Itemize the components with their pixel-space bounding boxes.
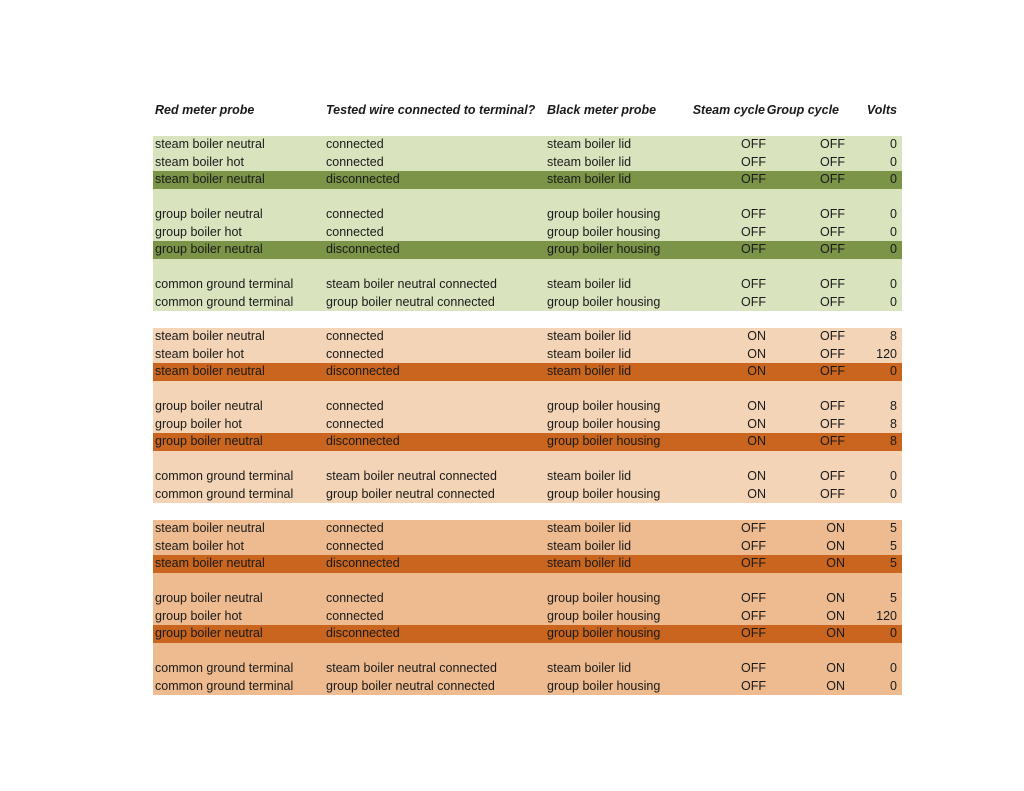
black-probe-cell: group boiler housing: [547, 294, 661, 309]
table-row: [153, 136, 902, 154]
volts-cell: 0: [890, 486, 897, 501]
tested-wire-cell: connected: [326, 608, 384, 623]
black-probe-cell: steam boiler lid: [547, 346, 632, 361]
black-probe-cell: group boiler housing: [547, 416, 661, 431]
group-cycle-cell: OFF: [820, 277, 845, 291]
volts-cell: 0: [890, 277, 897, 291]
group-cycle-cell: OFF: [820, 346, 845, 361]
black-probe-cell: steam boiler lid: [547, 556, 632, 570]
table-row-highlighted: [153, 171, 902, 189]
red-probe-cell: common ground terminal: [155, 294, 294, 309]
black-probe-cell: group boiler housing: [547, 591, 661, 605]
tested-wire-cell: disconnected: [326, 364, 400, 378]
red-probe-cell: group boiler neutral: [155, 626, 263, 640]
table-row: [153, 206, 902, 224]
red-probe-cell: group boiler hot: [155, 224, 242, 239]
header-black-meter-probe: Black meter probe: [547, 103, 657, 117]
steam-cycle-cell: OFF: [741, 242, 766, 256]
group-cycle-cell: OFF: [820, 294, 845, 309]
red-probe-cell: steam boiler hot: [155, 538, 244, 553]
volts-cell: 120: [876, 608, 897, 623]
volts-cell: 0: [890, 626, 897, 640]
table-section: [153, 136, 902, 311]
tested-wire-cell: disconnected: [326, 242, 400, 256]
red-probe-cell: common ground terminal: [155, 277, 294, 291]
group-spacer: [153, 573, 902, 591]
table-row: [153, 154, 902, 172]
steam-cycle-cell: OFF: [741, 538, 766, 553]
table-row: [153, 416, 902, 434]
red-probe-cell: steam boiler neutral: [155, 329, 265, 343]
black-probe-cell: group boiler housing: [547, 626, 661, 640]
black-probe-cell: steam boiler lid: [547, 172, 632, 186]
group-cycle-cell: OFF: [820, 416, 845, 431]
volts-cell: 0: [890, 294, 897, 309]
steam-cycle-cell: OFF: [741, 224, 766, 239]
volts-cell: 120: [876, 346, 897, 361]
steam-cycle-cell: ON: [747, 346, 766, 361]
group-cycle-cell: OFF: [820, 242, 845, 256]
steam-cycle-cell: ON: [747, 399, 766, 413]
volts-cell: 0: [890, 137, 897, 151]
volts-cell: 5: [890, 556, 897, 570]
group-cycle-cell: ON: [826, 608, 845, 623]
volts-cell: 5: [890, 591, 897, 605]
table-row: [153, 608, 902, 626]
group-cycle-cell: ON: [826, 678, 845, 693]
volts-cell: 0: [890, 364, 897, 378]
tested-wire-cell: group boiler neutral connected: [326, 294, 495, 309]
table-row-highlighted: [153, 625, 902, 643]
group-cycle-cell: ON: [826, 626, 845, 640]
red-probe-cell: group boiler neutral: [155, 434, 263, 448]
group-cycle-cell: ON: [826, 591, 845, 605]
red-probe-cell: group boiler neutral: [155, 207, 263, 221]
black-probe-cell: steam boiler lid: [547, 154, 632, 169]
tested-wire-cell: steam boiler neutral connected: [326, 277, 497, 291]
tested-wire-cell: disconnected: [326, 434, 400, 448]
steam-cycle-cell: OFF: [741, 154, 766, 169]
group-cycle-cell: ON: [826, 538, 845, 553]
red-probe-cell: steam boiler neutral: [155, 364, 265, 378]
tested-wire-cell: connected: [326, 329, 384, 343]
measurement-table: [153, 101, 902, 695]
table-section: [153, 328, 902, 503]
table-row: [153, 678, 902, 696]
tested-wire-cell: disconnected: [326, 626, 400, 640]
header-steam-cycle: Steam cycle: [692, 103, 765, 117]
steam-cycle-cell: ON: [747, 434, 766, 448]
group-cycle-cell: OFF: [820, 364, 845, 378]
volts-cell: 0: [890, 678, 897, 693]
red-probe-cell: common ground terminal: [155, 678, 294, 693]
volts-cell: 8: [890, 329, 897, 343]
steam-cycle-cell: OFF: [741, 591, 766, 605]
group-cycle-cell: OFF: [820, 154, 845, 169]
tested-wire-cell: connected: [326, 399, 384, 413]
black-probe-cell: steam boiler lid: [547, 364, 632, 378]
black-probe-cell: steam boiler lid: [547, 277, 632, 291]
black-probe-cell: group boiler housing: [547, 608, 661, 623]
steam-cycle-cell: OFF: [741, 626, 766, 640]
red-probe-cell: common ground terminal: [155, 661, 294, 675]
red-probe-cell: group boiler hot: [155, 608, 242, 623]
black-probe-cell: group boiler housing: [547, 399, 661, 413]
table-row: [153, 590, 902, 608]
table-row: [153, 276, 902, 294]
group-cycle-cell: OFF: [820, 329, 845, 343]
black-probe-cell: steam boiler lid: [547, 329, 632, 343]
tested-wire-cell: connected: [326, 591, 384, 605]
table-row: [153, 224, 902, 242]
group-spacer: [153, 381, 902, 399]
group-cycle-cell: OFF: [820, 137, 845, 151]
table-row: [153, 520, 902, 538]
group-spacer: [153, 189, 902, 207]
tested-wire-cell: connected: [326, 224, 384, 239]
tested-wire-cell: connected: [326, 207, 384, 221]
black-probe-cell: steam boiler lid: [547, 469, 632, 483]
table-row-highlighted: [153, 555, 902, 573]
red-probe-cell: steam boiler neutral: [155, 137, 265, 151]
group-cycle-cell: ON: [826, 661, 845, 675]
red-probe-cell: group boiler neutral: [155, 591, 263, 605]
tested-wire-cell: connected: [326, 346, 384, 361]
black-probe-cell: group boiler housing: [547, 242, 661, 256]
tested-wire-cell: connected: [326, 521, 384, 535]
group-cycle-cell: OFF: [820, 434, 845, 448]
black-probe-cell: group boiler housing: [547, 678, 661, 693]
table-row: [153, 328, 902, 346]
table-row: [153, 538, 902, 556]
table-body: [153, 136, 902, 695]
table-row: [153, 486, 902, 504]
volts-cell: 0: [890, 469, 897, 483]
table-row: [153, 398, 902, 416]
volts-cell: 0: [890, 207, 897, 221]
red-probe-cell: common ground terminal: [155, 469, 294, 483]
steam-cycle-cell: OFF: [741, 661, 766, 675]
black-probe-cell: steam boiler lid: [547, 137, 632, 151]
group-cycle-cell: ON: [826, 521, 845, 535]
tested-wire-cell: group boiler neutral connected: [326, 486, 495, 501]
red-probe-cell: group boiler neutral: [155, 242, 263, 256]
steam-cycle-cell: ON: [747, 416, 766, 431]
tested-wire-cell: connected: [326, 416, 384, 431]
table-row: [153, 660, 902, 678]
black-probe-cell: steam boiler lid: [547, 521, 632, 535]
steam-cycle-cell: OFF: [741, 207, 766, 221]
tested-wire-cell: group boiler neutral connected: [326, 678, 495, 693]
header-tested-wire: Tested wire connected to terminal?: [326, 103, 536, 117]
steam-cycle-cell: ON: [747, 469, 766, 483]
tested-wire-cell: connected: [326, 137, 384, 151]
table-header: [153, 101, 902, 119]
volts-cell: 8: [890, 416, 897, 431]
steam-cycle-cell: OFF: [741, 608, 766, 623]
black-probe-cell: steam boiler lid: [547, 661, 632, 675]
steam-cycle-cell: OFF: [741, 521, 766, 535]
table-row: [153, 468, 902, 486]
tested-wire-cell: connected: [326, 154, 384, 169]
group-cycle-cell: OFF: [820, 469, 845, 483]
volts-cell: 0: [890, 661, 897, 675]
black-probe-cell: group boiler housing: [547, 224, 661, 239]
group-cycle-cell: OFF: [820, 224, 845, 239]
steam-cycle-cell: OFF: [741, 277, 766, 291]
volts-cell: 5: [890, 538, 897, 553]
table-row-highlighted: [153, 241, 902, 259]
black-probe-cell: group boiler housing: [547, 434, 661, 448]
black-probe-cell: steam boiler lid: [547, 538, 632, 553]
volts-cell: 8: [890, 434, 897, 448]
steam-cycle-cell: ON: [747, 364, 766, 378]
group-spacer: [153, 451, 902, 469]
group-cycle-cell: OFF: [820, 172, 845, 186]
table-section: [153, 520, 902, 695]
tested-wire-cell: steam boiler neutral connected: [326, 469, 497, 483]
group-cycle-cell: OFF: [820, 399, 845, 413]
tested-wire-cell: disconnected: [326, 556, 400, 570]
group-cycle-cell: OFF: [820, 207, 845, 221]
group-spacer: [153, 259, 902, 277]
volts-cell: 0: [890, 224, 897, 239]
red-probe-cell: steam boiler neutral: [155, 521, 265, 535]
steam-cycle-cell: ON: [747, 486, 766, 501]
tested-wire-cell: steam boiler neutral connected: [326, 661, 497, 675]
table-row-highlighted: [153, 433, 902, 451]
red-probe-cell: group boiler hot: [155, 416, 242, 431]
steam-cycle-cell: OFF: [741, 137, 766, 151]
steam-cycle-cell: OFF: [741, 556, 766, 570]
red-probe-cell: common ground terminal: [155, 486, 294, 501]
volts-cell: 0: [890, 242, 897, 256]
red-probe-cell: group boiler neutral: [155, 399, 263, 413]
header-group-cycle: Group cycle: [766, 103, 839, 117]
volts-cell: 5: [890, 521, 897, 535]
table-row-highlighted: [153, 363, 902, 381]
red-probe-cell: steam boiler hot: [155, 154, 244, 169]
tested-wire-cell: disconnected: [326, 172, 400, 186]
steam-cycle-cell: ON: [747, 329, 766, 343]
group-cycle-cell: ON: [826, 556, 845, 570]
steam-cycle-cell: OFF: [741, 294, 766, 309]
black-probe-cell: group boiler housing: [547, 486, 661, 501]
volts-cell: 0: [890, 154, 897, 169]
steam-cycle-cell: OFF: [741, 172, 766, 186]
table-row: [153, 294, 902, 312]
group-spacer: [153, 643, 902, 661]
volts-cell: 8: [890, 399, 897, 413]
header-volts: Volts: [866, 103, 897, 117]
header-red-meter-probe: Red meter probe: [155, 103, 255, 117]
table-row: [153, 346, 902, 364]
red-probe-cell: steam boiler neutral: [155, 172, 265, 186]
red-probe-cell: steam boiler neutral: [155, 556, 265, 570]
steam-cycle-cell: OFF: [741, 678, 766, 693]
black-probe-cell: group boiler housing: [547, 207, 661, 221]
red-probe-cell: steam boiler hot: [155, 346, 244, 361]
tested-wire-cell: connected: [326, 538, 384, 553]
group-cycle-cell: OFF: [820, 486, 845, 501]
volts-cell: 0: [890, 172, 897, 186]
